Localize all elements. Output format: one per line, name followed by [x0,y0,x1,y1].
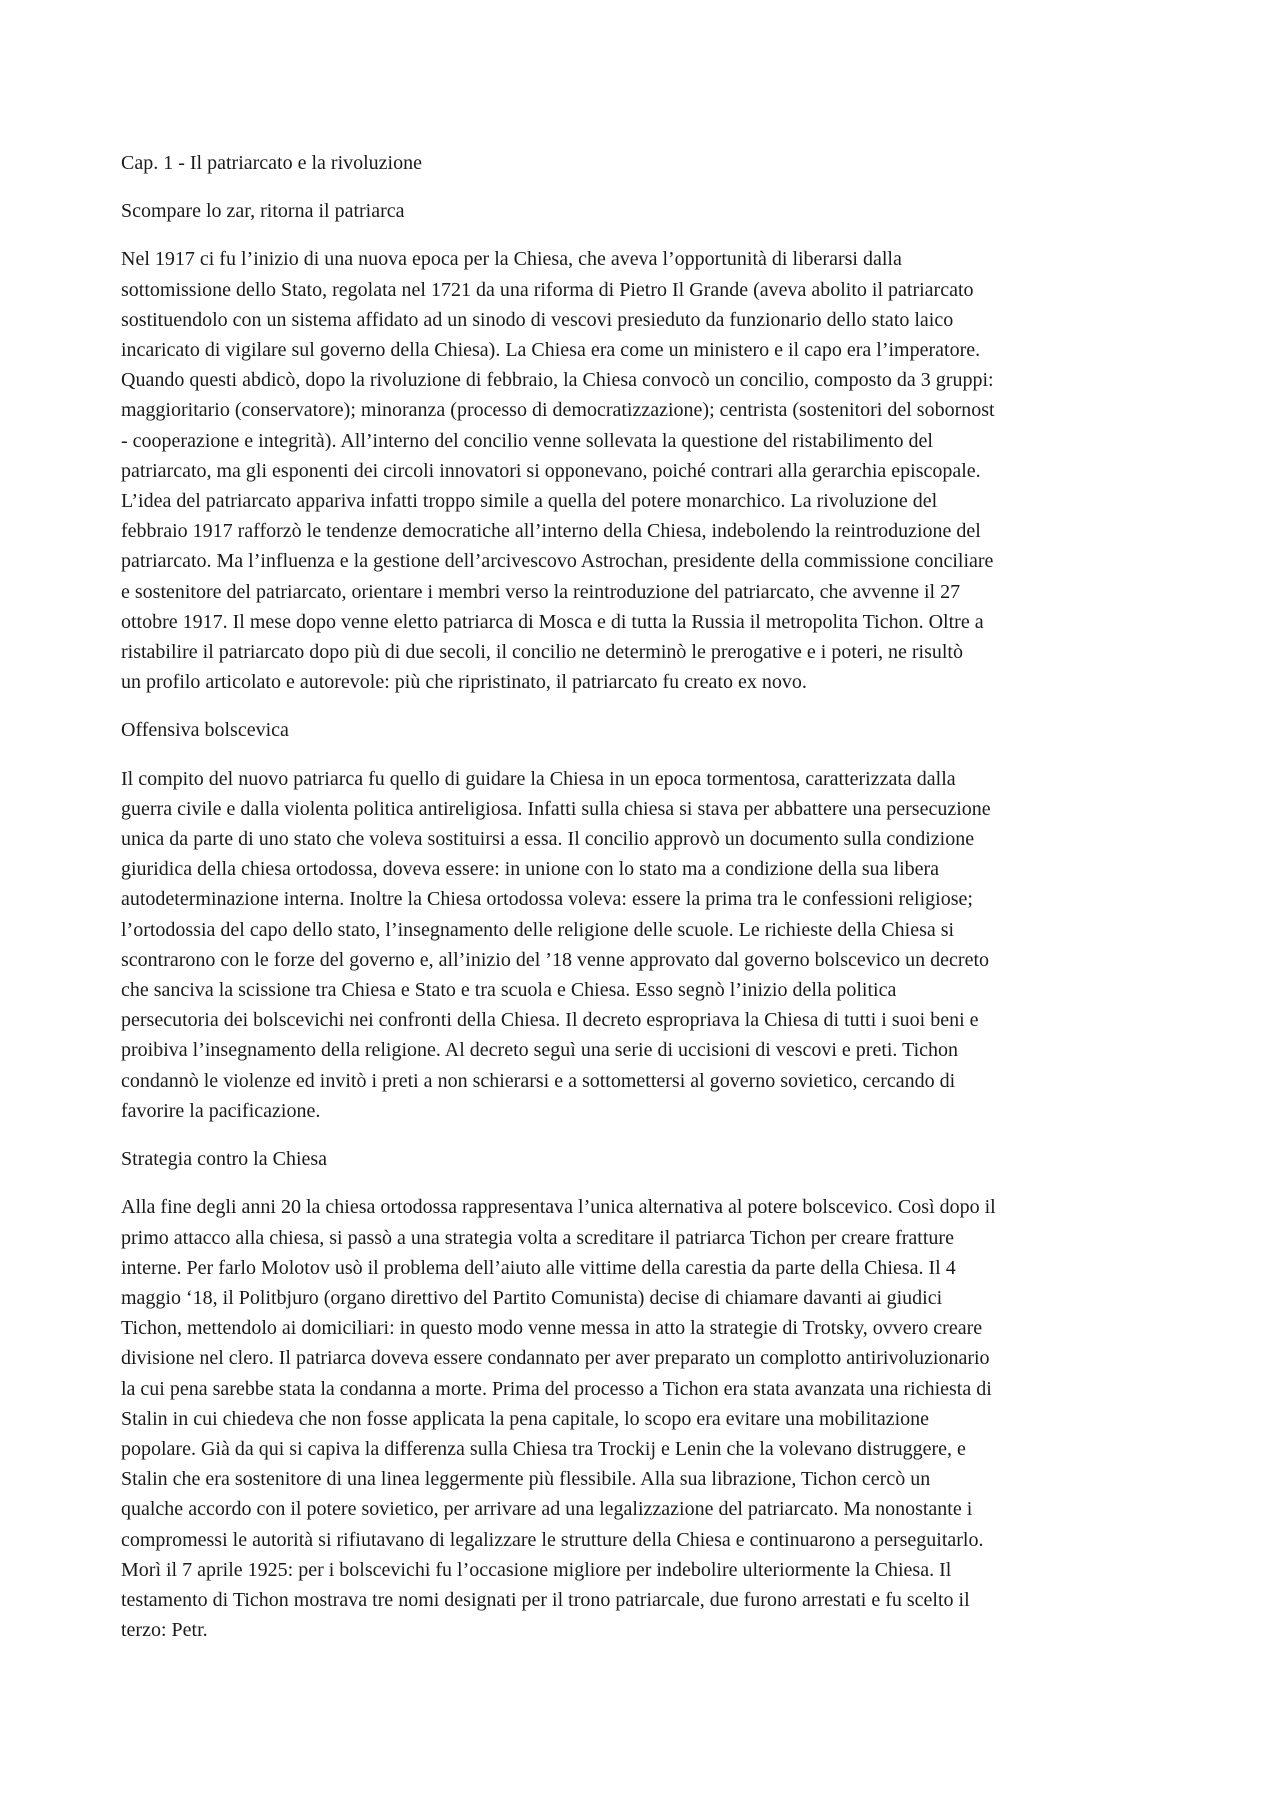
text-line: L’idea del patriarcato appariva infatti troppo simile a quella del potere monarchico. La rivoluzione del [121,490,938,513]
text-line: condannò le violenze ed invitò i preti a non schierarsi e a sottomettersi al governo sovietico, cercando di [121,1069,956,1092]
text-line: Il compito del nuovo patriarca fu quello di guidare la Chiesa in un epoca tormentosa, caratterizzata dalla [121,767,956,790]
text-line: compromessi le autorità si rifiutavano di legalizzare le strutture della Chiesa e continuarono a perseguitarlo. [121,1528,984,1551]
section-paragraph [121,764,1171,1126]
text-line: maggio ‘18, il Politbjuro (organo direttivo del Partito Comunista) decise di chiamare davanti ai giudici [121,1286,943,1309]
text-line: Morì il 7 aprile 1925: per i bolscevichi fu l’occasione migliore per indebolire ulteriormente la Chiesa. Il [121,1558,952,1581]
text-line: proibiva l’insegnamento della religione. Al decreto seguì una serie di uccisioni di vescovi e preti. Tichon [121,1039,959,1062]
text-line: - cooperazione e integrità). All’interno del concilio venne sollevata la questione del ristabilimento del [121,429,933,452]
section-paragraph [121,1192,1171,1645]
document-page [121,148,1171,1663]
text-line: e sostenitore del patriarcato, orientare i membri verso la reintroduzione del patriarcato, che avvenne il 27 [121,580,961,603]
text-line: Quando questi abdicò, dopo la rivoluzione di febbraio, la Chiesa convocò un concilio, composto da 3 gruppi: [121,369,994,392]
section-paragraph [121,244,1171,697]
text-line: la cui pena sarebbe stata la condanna a morte. Prima del processo a Tichon era stata avanzata una richiesta di [121,1377,992,1400]
section-heading: Strategia contro la Chiesa [121,1148,328,1171]
text-line: testamento di Tichon mostrava tre nomi designati per il trono patriarcale, due furono arrestati e fu scelto il [121,1588,970,1611]
text-line: unica da parte di uno stato che voleva sostituirsi a essa. Il concilio approvò un documento sulla condizione [121,828,975,851]
text-line: Nel 1917 ci fu l’inizio di una nuova epoca per la Chiesa, che aveva l’opportunità di liberarsi dalla [121,248,902,271]
text-line: patriarcato, ma gli esponenti dei circoli innovatori si opponevano, poiché contrari alla gerarchia episcopale. [121,459,981,482]
text-line: interne. Per farlo Molotov usò il problema dell’aiuto alle vittime della carestia da parte della Chiesa. Il 4 [121,1256,956,1279]
text-line: patriarcato. Ma l’influenza e la gestione dell’arcivescovo Astrochan, presidente della commissione conciliare [121,550,994,573]
text-line: ristabilire il patriarcato dopo più di due secoli, il concilio ne determinò le prerogative e i poteri, ne risultò [121,641,963,664]
text-line: incaricato di vigilare sul governo della Chiesa). La Chiesa era come un ministero e il capo era l’imperatore. [121,339,981,362]
section-heading: Scompare lo zar, ritorna il patriarca [121,200,405,223]
text-line: ottobre 1917. Il mese dopo venne eletto patriarca di Mosca e di tutta la Russia il metropolita Tichon. Oltre a [121,610,984,633]
section-heading: Offensiva bolscevica [121,719,289,742]
text-line: terzo: Petr. [121,1619,208,1642]
text-line: favorire la pacificazione. [121,1099,321,1122]
text-line: persecutoria dei bolscevichi nei confronti della Chiesa. Il decreto espropriava la Chiesa di tutti i suoi beni e [121,1009,979,1032]
text-line: giuridica della chiesa ortodossa, doveva essere: in unione con lo stato ma a condizione della sua libera [121,858,940,881]
text-line: Alla fine degli anni 20 la chiesa ortodossa rappresentava l’unica alternativa al potere bolscevico. Così dopo il [121,1196,996,1219]
chapter-title: Cap. 1 - Il patriarcato e la rivoluzione [121,152,422,174]
text-line: primo attacco alla chiesa, si passò a una strategia volta a screditare il patriarca Tichon per creare fratture [121,1226,954,1249]
text-line: qualche accordo con il potere sovietico, per arrivare ad una legalizzazione del patriarcato. Ma nonostante i [121,1498,973,1521]
text-line: febbraio 1917 rafforzò le tendenze democratiche all’interno della Chiesa, indebolendo la reintroduzione del [121,520,981,543]
text-line: Stalin in cui chiedeva che non fosse applicata la pena capitale, lo scopo era evitare una mobilitazione [121,1407,930,1430]
text-line: sostituendolo con un sistema affidato ad un sinodo di vescovi presieduto da funzionario dello stato laico [121,308,954,331]
section-3 [121,1144,1171,1645]
text-line: popolare. Già da qui si capiva la differenza sulla Chiesa tra Trockij e Lenin che la volevano distruggere, e [121,1437,966,1460]
text-line: Stalin che era sostenitore di una linea leggermente più flessibile. Alla sua librazione, Tichon cercò un [121,1468,931,1491]
section-1 [121,196,1171,697]
text-line: scontrarono con le forze del governo e, all’inizio del ’18 venne approvato dal governo bolscevico un decreto [121,948,990,971]
text-line: maggioritario (conservatore); minoranza (processo di democratizzazione); centrista (sostenitori del sobornost [121,399,995,422]
text-line: guerra civile e dalla violenta politica antireligiosa. Infatti sulla chiesa si stava per abbattere una persecuzione [121,797,991,820]
text-line: un profilo articolato e autorevole: più che ripristinato, il patriarcato fu creato ex novo. [121,671,807,694]
text-line: Tichon, mettendolo ai domiciliari: in questo modo venne messa in atto la strategie di Trotsky, ovvero creare [121,1317,983,1340]
text-line: autodeterminazione interna. Inoltre la Chiesa ortodossa voleva: essere la prima tra le confessioni religiose; [121,888,973,911]
section-2 [121,715,1171,1126]
text-line: che sanciva la scissione tra Chiesa e Stato e tra scuola e Chiesa. Esso segnò l’inizio della politica [121,979,897,1002]
text-line: divisione nel clero. Il patriarca doveva essere condannato per aver preparato un complotto antirivoluzionario [121,1347,990,1370]
text-line: sottomissione dello Stato, regolata nel 1721 da una riforma di Pietro Il Grande (aveva abolito il patriarcato [121,278,974,301]
text-line: l’ortodossia del capo dello stato, l’insegnamento delle religione delle scuole. Le richieste della Chiesa si [121,918,955,941]
